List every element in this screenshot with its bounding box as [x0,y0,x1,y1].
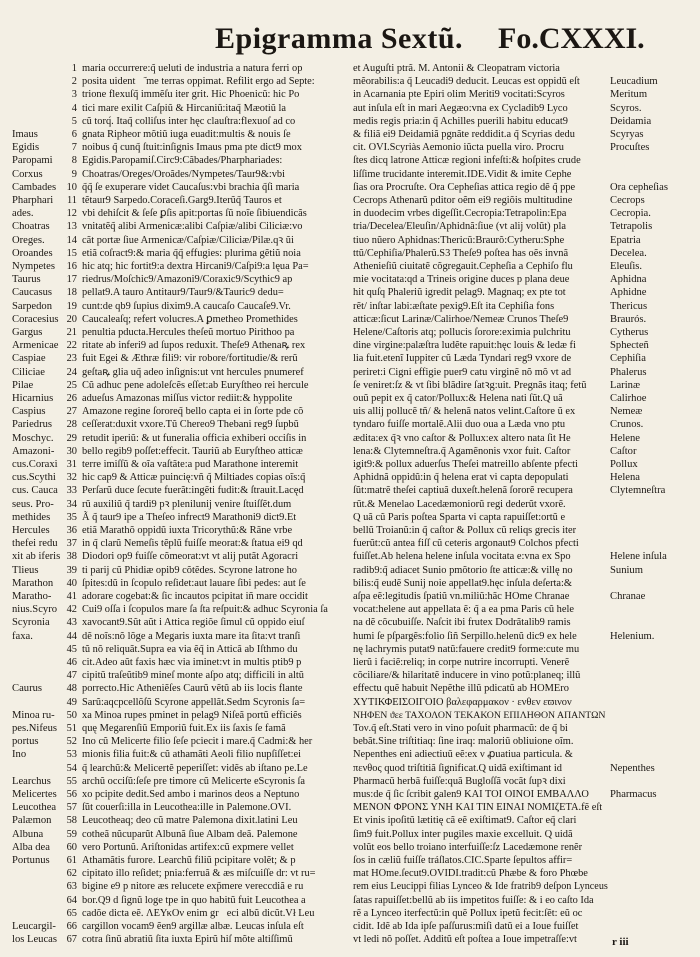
text-line: lia fuit.etenĩ Iuppiter cũ Læda Tyndari reg9 vxore de [353,353,572,365]
margin-note: Pilae [12,379,34,391]
text-line: etiã coſract9:& maria q̃q̃ effugies: plurima gẽtiũ noia [82,247,301,259]
line-number: 21 [66,327,77,338]
margin-note: Hicarnius [12,393,54,404]
margin-note: Decelea. [610,247,647,259]
line-number: 57 [66,802,77,814]
margin-note: los Leucas [12,934,58,946]
margin-note: Corxus [12,168,43,180]
margin-note: Crunos. [610,419,644,431]
line-number: 19 [66,300,77,312]
text-line: mionis filia fuit:& cũ athamãti Aeoli filio nupſiſſet:ei [82,749,302,761]
line-number: 50 [66,709,77,721]
margin-note: Pollux [610,459,638,470]
text-line: porrecto.Hic Atheniẽſes Caurũ vẽtũ ab iis locis flante [82,683,303,695]
line-number: 25 [66,379,77,391]
line-number: 52 [66,736,77,748]
line-number: 17 [66,274,77,286]
text-line: ſũt couerſi:illa in Leucothea:ille in Palemone.OVI. [82,802,292,814]
margin-note: Minoa ru- [12,709,55,721]
text-line: Nepenthes eni adiectiuũ eẽ:ex ν ꝓuatiua particula. & [353,749,573,761]
text-line: aſpa eẽ:legitudis ſpatiũ vn.miliũ:hãc HOme Chranae [353,591,570,602]
text-line: xa Minoa rupes pminet in pelag9 Niſeã portũ efficiẽs [82,709,302,721]
margin-note: Cecropia. [610,208,651,220]
line-number: 22 [66,340,77,352]
margin-note: Marathon [12,577,54,589]
text-line: tiuo nũero Aphidnas:Thericũ:Braurõ:Cytheru:Sphe [353,234,565,246]
margin-note: Nemeæ [610,406,643,418]
text-line: adorare cogebat:& ſic incautos pcipitat iñ mare occidit [82,591,308,602]
text-line: ſũt:matrẽ theſei captiuã duxeſt.helenã ſororẽ recupera [353,485,573,497]
text-line: dẽ noĩs:nõ lõge a Megaris iuxta mare ita ſita:vt tranſi [82,630,301,642]
margin-note: Leucothea [12,802,57,814]
text-line: cipitũ traſeũtib9 mineſ monte aſpo atq; difficili in altũ [82,670,305,682]
margin-note: Ora cepheſias [610,181,668,193]
text-line: cũ torq́. Itaq̃ colliſus inter hęc clauſtra:flexuoſ ad co [82,115,296,127]
text-line: mie vocitata:qd a Trineis origine duces p plana deue [353,274,570,286]
line-number: 31 [66,459,77,470]
line-number: 7 [71,142,77,154]
text-line: Cũ adhuc pene adoleſcẽs eſſet:ab Euryſtheo rei hercule [82,379,309,391]
margin-note: Clytemneſtra [610,485,666,497]
text-line: cõciliare/& hilaritatẽ inducere in vino potũ:planeq; illũ [353,670,581,682]
text-line: bilis:q̃ eudẽ Sunij noie appellat9.hęc inſula deſerta:& [353,577,573,589]
line-number: 4 [71,102,77,114]
line-number: 27 [66,406,77,418]
line-number: 5 [71,115,77,127]
margin-note: Scyryas [610,129,644,140]
text-line: Aphidnã oppidũ:in q̃ helena erat vi capta depopulati [353,472,569,484]
margin-note: Procuſtes [610,142,650,154]
text-line: terre imiſſũ & oĩa vaſtãte:a pud Marathone interemit [82,459,299,470]
line-number: 34 [66,498,77,510]
margin-note: Melicertes [12,789,57,800]
text-line: Egidis.Paropamiſ.Circ9:Cãbades/Pharphariades: [82,155,283,167]
margin-note: Choatras [12,221,50,233]
text-line: Choatras/Oreges/Oroãdes/Nympetes/Taur9&:vbi [82,168,285,180]
text-line: mat HOme.ſecut9.OVIDI.tradit:cũ Phæbe & foro Phœbe [353,868,588,880]
margin-note: Nympetes [12,261,55,272]
margin-note: Helene inſula [610,551,667,563]
text-line: hit quſq Phaleriũ igredit pelag9. Magnaq; ex pte tot [353,287,566,299]
margin-note: xit ab iferis [12,551,61,563]
margin-note: Nepenthes [610,762,655,774]
text-line: Τον.q̃ eſt.Stati vero in vino poſuit pharmacũ: de q̃ bi [353,723,568,734]
text-line: vocat:helene aut appellata ẽ: q̃ a ea pma Paris cũ hele [353,604,574,616]
text-line: ſtes dicq latrone Atticæ regioni infeſti:& hoſpites crude [353,155,581,167]
text-line: ΜΕΝΟΝ ΦΡΟΝΣ ΥΝΗ ΚΑΙ ΤΙΝ ΕΙΝΑΙ ΝΟΜΙζΕΤΑ.fẽ eſt [353,802,603,814]
line-number: 29 [66,432,77,444]
text-line: vbi dehiſcit & ſeſe ꝑſis apit:portas ſũ noĩe ſibiuendicãs [82,208,307,220]
margin-note: Egidis [12,142,40,154]
text-line: posita uidentᷓ̃ me terras oppimat. Refilit ergo ad Septe: [82,76,315,88]
text-line: tria/Decelea/Eleuſin/Aphidnã:ſiue (vt alij volũt) pla [353,221,566,233]
margin-note: Aphidne [610,287,647,299]
text-line: atticæ:ſicut Larinæ/Calirhoe/Nemeæ Crunos Theſe9 [353,313,569,325]
text-line: retudit iperiũ: & ut funeralia officia exhiberi occiſis in [82,432,307,444]
margin-note: Cecrops [610,195,645,206]
text-line: xavocant9.Sũt aũt i Attica regiõe ſimul cũ oppido eiuſ [82,617,305,629]
line-number: 48 [66,683,77,695]
text-line: cit.Adeo aũt faxis hæc via iminet:vt in multis ptib9 p [82,657,302,668]
text-line: penultia pducta.Hercules theſeũ mortuo Pirithoo pa [82,327,295,338]
text-line: rẽ a Lynceo iterfectũ:in quẽ Pollux ipetũ fecit:ſẽt: eũ oc [353,907,583,919]
text-line: cargillon vocam9 ẽen9 argillæ albæ. Leucas inſula eſt [82,921,304,932]
text-line: bellũ Troianũ:in q̃ caſtor & Pollux cũ reliqs grecis iter [353,525,577,536]
margin-note: cus. Cauca [12,485,58,497]
text-line: Q uã cũ Paris poſtea Sparta vi capta rapuiſſet:ortũ e [353,511,566,523]
line-number: 43 [66,617,77,629]
text-line: bigine e9 p nitore æs relucete exp̃mere vereccdiã e ru [82,881,304,893]
margin-note: Maratho- [12,591,52,602]
line-number: 11 [66,195,77,206]
line-number: 16 [66,261,77,272]
margin-note: Caucasus [12,287,53,299]
margin-note: seus. Pro- [12,498,54,510]
folio-number: Fo.CXXXI. [498,22,645,55]
line-number: 32 [66,472,77,484]
text-line: Diodori op9 fuiſſe cõmeorat:vt vt alij putãt Agoracri [82,551,299,563]
line-number: 39 [66,564,77,576]
margin-note: Phalerus [610,366,647,378]
margin-note: Moschyc. [12,432,54,444]
line-number: 38 [66,551,77,563]
line-number: 67 [66,934,77,946]
text-line: ſias ora Procruſte. Ora Cepheſias attica regio dẽ q̃ ppe [353,181,576,193]
text-line: Cecrops Athenarũ pditor oẽm ei9 regiõis multitudine [353,195,573,206]
text-line: Ã q̃ taur9 ipe a Theſeo infrect9 Marathoni9 dict9.Et [82,511,297,523]
margin-note: Paropami [12,155,53,167]
margin-note: Caspiae [12,353,46,365]
text-line: na dẽ cõcubuiſſe. Naſcit ibi frutex Dodrãtalib9 ramis [353,617,571,629]
text-line: bello regib9 poſſet:effecit. Tauriũ ab Euryſtheo atticæ [82,445,303,457]
text-line: Athamãtis furore. Learchũ filiũ pcipitare volẽt; & p [82,855,296,866]
text-line: Cui9 oſſa i ſcopulos mare ſa ſta reſpuit:& adhuc Scyronia ſa [82,604,328,616]
text-line: noibus q̃ cunq̃ ſtuit:inſignis Imaus pma pte dict9 mox [82,142,302,154]
text-line: tyndaro fuiſſe mortalẽ.Alii duo oua a Læda vno ptu [353,419,566,431]
text-line: ΧΥΤΙΚΦΕΙΣΟΙΓΟΙΟ βαλεφαρμακον · ενθεν εϖινον [353,696,572,708]
text-line: Ino cũ Melicerte filio ſeſe pciecit i mare.q̃ Cadmi:& her [82,736,313,748]
margin-note: Thericus [610,300,648,312]
text-line: bor.Q9 d ſignũ loge tpe in quo habitũ fuit Leucothea a [82,894,306,906]
text-line: bebãt.Sine triſtitiaq: ſine iraq: maloriũ obliuione oĩm. [353,736,574,748]
text-line: ΝΗΦΕΝ ϑεε ΤΑΧΟΛΟΝ ΤΕΚΑΚΟΝ ΕΠΙΛΗΘΟΝ ΑΠΑΝΤΩΝ [353,709,606,721]
text-line: rũt.& Menelao Lacedæmoniorũ regi dederũt vxorẽ. [353,498,566,510]
text-line: Pharmacũ herbã fuiſſe:quã Bugloſſã vocãt ſupꝛ dixi [353,775,566,787]
line-number: 49 [66,696,77,708]
margin-note: Caspius [12,406,46,418]
margin-note: Scyronia [12,617,50,629]
text-line: periret:i Cigni effigie puer9 catu virginẽ nõ mõ vt ad [353,366,572,378]
line-number: 20 [66,313,77,325]
line-number: 40 [66,577,77,589]
text-line: ti parij cũ Phidiæ opib9 cõtẽdes. Scyrone latrone ho [82,564,297,576]
line-number: 30 [66,445,77,457]
margin-note: Deidamia [610,115,652,127]
margin-note: Albuna [12,828,44,840]
margin-note: Cambades [12,181,57,193]
text-line: nę lachrymis putat9 natũ:fauere credit9 forme:cute mu [353,643,580,655]
text-line: ædita:ex q̃ꝛ vno caſtor & Pollux:ex altero nata ſit He [353,432,571,444]
text-line: Helene/Caſtoris atq; pollucis ſorore:eximia pulchritu [353,327,571,338]
margin-note: nius.Scyro [12,604,58,616]
margin-note: cus.Scythi [12,472,56,484]
margin-note: Calirhoe [610,393,647,404]
line-number: 51 [66,723,77,734]
text-line: trione flexuſq̃ immẽſu iter grit. Hic Phoenicũ: hic Po [82,89,300,101]
margin-note: Scyros. [610,102,642,114]
line-number: 9 [71,168,77,180]
margin-note: Imaus [12,129,38,140]
text-line: tũ nõ reliquãt.Supra ea via ẽq̃ in Atticã ab Iſthmo du [82,643,298,655]
margin-note: Sunium [610,564,643,576]
text-line: cunt:de qb9 ſupius dixim9.A caucaſo Caucaſe9.Vr. [82,300,291,312]
margin-note: Pharphari [12,195,54,206]
margin-note: Caurus [12,683,43,695]
text-line: humi ſe pſpargẽs:folio ſiñ Serpillo.helenũ dic9 ex hele [353,630,577,642]
text-line: vnitatẽq̃ alibi Armenicæ:alibi Caſpiæ/alibi Ciliciæ:vo [82,221,303,233]
margin-note: Amazoni- [12,445,55,457]
text-line: ritate ab inferi9 ad ſupos reduxit. Theſe9 Athenaꝶ rex [82,340,306,352]
text-line: cãt portæ ſiue Armenicæ/Caſpiæ/Ciliciæ/Pilæ.qꝛ ũi [82,234,294,246]
margin-note: Sphecteñ [610,340,649,352]
margin-note: Ciliciae [12,366,45,378]
text-line: geſtaꝶ glia uq̃ adeo inſignis:ut vnt hercules pnumeref [82,366,304,378]
text-line: gnata Ripheor mõtiũ iuga euadit:multis & nouis ſeᷓ [82,129,299,140]
margin-note: Taurus [12,274,41,286]
text-line: pellat9.A tauro Antitaur9/Taur9/&Tauric9 dedu= [82,287,284,299]
margin-note: Oroandes [12,247,53,259]
margin-note: Helena [610,472,640,484]
margin-note: Tetrapolis [610,221,653,233]
line-number: 53 [66,749,77,761]
line-number: 58 [66,815,77,827]
line-number: 59 [66,828,77,840]
text-line: rũ auxiliũ q̃ tardi9 pꝛ plenilunij venire ſtuiſſẽt.dum [82,498,292,510]
text-line: in q̃ clarũ Nemeſis tẽplũ fuiſſe meorat:& ſtatua ei9 qd [82,538,303,550]
margin-note: Alba dea [12,841,50,853]
line-number: 60 [66,841,77,853]
line-number: 8 [71,155,77,167]
line-number: 56 [66,789,77,800]
text-line: hic cap9 & Atticæ puincię:vñ q̃ Miltiades copias oĩs:q̃ [82,472,306,484]
text-line: medis regis pria:in q̃ Achilles puerili habitu educat9 [353,115,568,127]
text-line: riedrus/Moſchic9/Amazoni9/Coraxic9/Scythic9 ap [82,274,293,286]
line-number: 13 [66,221,77,233]
line-number: 33 [66,485,77,497]
text-line: uis allij pollucẽ tñ/ & helenã natos velint.Caſtore ũ ex [353,406,576,418]
line-number: 41 [66,591,77,602]
margin-note: Larinæ [610,379,641,391]
text-line: cit. OVI.Scyriàs Aemonio iũcta puella viro. Procru [353,142,564,154]
margin-note: Cephiſia [610,353,646,365]
text-line: lena:& Clytemneſtra.q̃ Agamẽnonis vxor fuit. Caſtor [353,445,571,457]
line-number: 61 [66,855,77,866]
line-number: 6 [71,129,77,140]
margin-note: Oreges. [12,234,45,246]
text-line: cotra ſinũ abratiũ ſita iuxta Epirũ hiſ mõte altiſſimũ [82,934,293,946]
text-line: Leucotheaq; deo cũ matre Palemona dixit.latini Leu [82,815,298,827]
line-number: 2 [71,76,77,88]
margin-note: Meritum [610,89,648,101]
text-line: archũ occiſũ:ſeſe pre timore cũ Melicerte eScyronis ſa [82,775,306,787]
line-number: 28 [66,419,77,431]
line-number: 10 [66,181,77,193]
margin-note: pes.Nifeus [12,723,58,734]
line-number: 3 [71,89,77,101]
margin-note: Pariedrus [12,419,53,431]
text-line: Caucaleaſq; refert volucres.A ꝑmetheo Promethides [82,313,298,325]
text-line: rem eius Leucippi filias Lynceo & Ide fratrib9 deſpon Lynceus [353,881,608,893]
text-line: in Acarnania pte Epiri olim Meriti9 vocitati:Scyros [353,89,565,101]
margin-note: Palæmon [12,815,52,827]
margin-note: methides [12,511,51,523]
margin-note: Helenium. [610,630,655,642]
text-line: Amazone regine ſororeq̃ bello capta ei in ſorte pde cõ [82,406,304,418]
text-line: cipitato illo reſidet; pnia:ferruã & æs miſcuiſſe dr: vt ru= [82,868,316,880]
text-line: ſpites:dũ in ſcopulo reſidet:aut lauare ſibi pedes: aut ſe [82,577,306,589]
text-line: volũt eos bello troiano interfuiſſe:ſz Lacedæmone renẽr [353,841,583,853]
margin-note: Sarpedon [12,300,53,312]
line-number: 1 [71,63,77,74]
margin-note: Caſtor [610,445,637,457]
text-line: ſe veniret:ſz & vt ſibi blãdire ſatꝛg:uit. Pregnãs itaq; fetũ [353,379,587,391]
line-number: 47 [66,670,77,682]
margin-note: Hercules [12,525,50,536]
margin-note: Epatria [610,234,641,246]
margin-note: cus.Coraxi [12,459,58,470]
text-line: vt ledi nõ poſſet. Additũ eſt poſtea a Ioue impetraſſe:vt [353,934,577,946]
line-number: 42 [66,604,77,616]
text-line: & filiã ei9 Deidamiã pgnãte reddidit.a q̃ Scyrias dedu [353,129,575,140]
line-number: 15 [66,247,77,259]
margin-note: portus [12,736,39,748]
line-number: 45 [66,643,77,655]
running-title: Epigramma Sextũ. [215,22,463,55]
margin-note: Cytherus [610,327,649,338]
text-line: vero Portunũ. Ariſtonidas artifex:cũ expmere vellet [82,841,294,853]
text-line: lierũ i faciẽ:reliq; in corpe nutrire incorrupti. Venerẽ [353,657,570,668]
margin-note: thefei redu [12,538,58,550]
margin-note: Leucargil- [12,921,56,932]
text-line: dine virgine:palæſtra ludẽte rapuit:hęc louis & ledæ fi [353,340,576,352]
line-number: 54 [66,762,77,774]
text-line: rẽt/ inſtar labi:æſtate pexig9.Eſt ita Cephiſia fons [353,300,555,312]
text-line: quę Megarenſiũ Emporiũ fuit.Ex iis ſaxis ſe famã [82,723,286,734]
text-line: tici mare exilit Caſpiũ & Hircaniũ:itaq̃ Mæotiũ la [82,102,287,114]
margin-note: Tlieus [12,564,39,576]
margin-note: Pharmacus [610,789,657,800]
text-line: mus:de q̃ ſic ſcribit galen9 ΚΑΙ ΤΟΙ ΟΙΝΟΙ ΕΜΒΑΛΛΟ [353,789,589,800]
text-line: ceſſerat:duxit vxore.Tũ Chereo9 Thebani reg9 ſupbũ [82,419,299,431]
margin-note: Braurós. [610,313,647,325]
line-number: 18 [66,287,77,299]
margin-note: Armenicae [12,340,59,352]
margin-note: Eleuſis. [610,261,643,272]
text-line: fuit Egei & Æthræ fili9: vir robore/fortitudie/& rerũ [82,353,298,365]
text-line: adueſus Amazonas miſſus victor rediit:& hyppolite [82,393,293,404]
line-number: 26 [66,393,77,404]
text-line: effectu quẽ habuit Nepẽthe illũ pdicatũ ab HOMEro [353,683,569,695]
text-line: hic atq; hic fortit9:a dextra Hircani9/Caſpi9:a lęua Pa= [82,261,309,272]
signature-mark: r iii [612,936,629,948]
text-line: liſſime trucidante interemit.IDE.Vidit & imite Cephe [353,168,572,180]
line-number: 46 [66,657,77,668]
text-line: Et vinis ipoſitũ lætitię cã eẽ exiſtimat9. Caſtor eq̃ clari [353,815,577,827]
text-line: ouũ pepit ex q̃ cator/Pollux:& Helena nati ſũt.Q uã [353,393,563,404]
text-line: et Auguſti ptrã. M. Antonii & Cleopatram victoria [353,63,560,74]
line-number: 66 [66,921,77,932]
line-number: 55 [66,775,77,787]
line-number: 24 [66,366,77,378]
margin-note: Gargus [12,327,43,338]
margin-note: Leucadium [610,76,658,88]
text-line: q̃q̃ ſe exuperare videt Caucaſus:vbi brachia q̃ſi maria [82,181,300,193]
text-line: radib9:q̃ adiacet Sunio pmõtorio ſte atticæ:& villę no [353,564,573,576]
text-line: Athenieſiũ ciuitatẽ cõgregauit.Cepheſia a Cephiſo flu [353,261,573,272]
margin-note: Portunus [12,855,50,866]
margin-note: Learchus [12,775,51,787]
margin-note: Ino [12,749,27,761]
line-number: 36 [66,525,77,536]
text-line: in duodecim vrbes digeſſit.Cecropia:Tetrapolin:Epa [353,208,567,220]
text-line: fuiſſet.Ab helena helene inſula vocitata e:vna ex Spo [353,551,571,563]
line-number: 65 [66,907,77,919]
text-line: fuerũt:cũ antea fiſſ cũ ceteris argonaut9 Colchos pfecti [353,538,579,550]
text-line: cidit. Idẽ ab Ida ipſe paſſurus:miſi datũ ei a Ioue fuiſſet [353,921,579,932]
text-line: ſim9 fuit.Pollux inter pugiles maxie excelluit. Q uidã [353,828,573,840]
text-line: ſatas rapuiſſet:bellũ ab iis impetitos fuiſſe: & i eo caſto Ida [353,894,594,906]
margin-note: Coracesius [12,313,59,325]
text-line: tẽtaur9 Sarpedo.Coraceſi.Garg9.Iterũq̃ Tauros et [82,195,282,206]
text-line: Perſarũ duce ſecute fuerãt:ingẽti fudit:& ſtrauit.Lacęd [82,485,304,497]
text-line: ſos in cæliũ fuiſſe tráſlatos.CIC.Sparte ſepultos affir= [353,855,573,866]
text-line: cadõe dicta eẽ. ΛΕΥκΟν enim grᷓeci albũ dicũt.Vł Leu [82,907,315,919]
line-number: 14 [66,234,77,246]
text-line: ttũ/Cephiſia/Phalerũ.S3 Theſe9 poſtea has oẽs invnã [353,247,569,259]
line-number: 35 [66,511,77,523]
line-number: 44 [66,630,77,642]
margin-note: Chranae [610,591,646,602]
margin-note: faxa. [12,630,33,642]
margin-note: Helene [610,432,640,444]
line-number: 64 [66,894,77,906]
text-line: Sarũ:aqcpcellõſũ Scyrone appellãt.Sedm Scyronis ſa= [82,696,306,708]
text-line: maria occurrere:q̃ ueluti de industria a natura ferri op [82,63,303,74]
text-line: q̃ learchũ:& Melicertẽ peperiſſet: vidẽs ab iſtano pe.Le [82,762,308,774]
margin-note: ades. [12,208,34,220]
line-number: 23 [66,353,77,365]
text-line: xo pcipite dedit.Sed ambo i marinos deos a Neptuno [82,789,300,800]
line-number: 12 [66,208,77,220]
line-number: 63 [66,881,77,893]
text-line: etiã Marathõ oppidũ iuxta Tricorythũ:& Rãne vrbe [82,525,293,536]
text-line: cotheã nũcuparũt Albunã ſiue Albam deã. Palemone [82,828,298,840]
line-number: 37 [66,538,77,550]
line-number: 62 [66,868,77,880]
margin-note: Aphidna [610,274,647,286]
text-line: mẽorabilis:a q̃ Leucadi9 deducit. Leucas est oppidũ eſt [353,76,580,88]
text-line: πενθος quod triſtitiã ſignificat.Q uidã exiſtimant id [353,762,562,774]
text-line: igit9:& pollux aduerſus Theſei matreillo abſente pfecti [353,459,578,470]
text-line: aut inſula eſt in mari Aegæo:vna ex Cycladib9 Lyco [353,102,568,114]
